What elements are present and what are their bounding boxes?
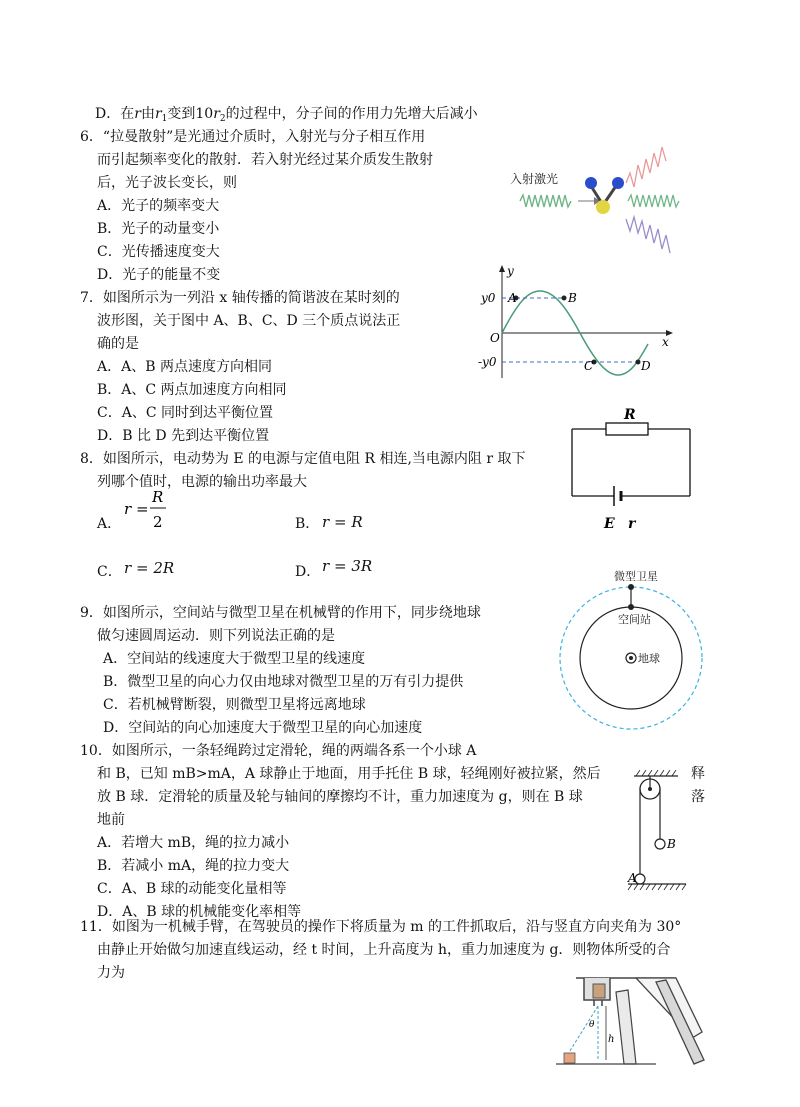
molecule-atom-right: [612, 177, 624, 189]
theta-label: θ: [589, 1020, 595, 1030]
q11-stem-line2: 由静止开始做匀加速直线运动，经 t 时间，上升高度为 h，重力加速度为 g．则物体所受的合: [97, 942, 671, 958]
q7-option-c: C．A、C 同时到达平衡位置: [97, 405, 273, 421]
q7-stem-line2: 波形图，关于图中 A、B、C、D 三个质点说法正: [97, 313, 401, 329]
q5-option-d: D．在r由$r_1$变到$10r_2$的过程中，分子间的作用力先增大后减小: [95, 106, 478, 124]
space-station-label: 空间站: [618, 614, 651, 626]
q9-option-c: C．若机械臂断裂，则微型卫星将远离地球: [103, 697, 366, 713]
label-b: B: [568, 291, 577, 305]
ball-a-label: A: [628, 871, 637, 885]
q8-stem-line2: 列哪个值时，电源的输出功率最大: [97, 474, 307, 490]
q6-stem-line1: 6．“拉曼散射”是光通过介质时，入射光与分子相互作用: [80, 129, 426, 145]
q8-option-d-label: D．: [295, 564, 321, 580]
q7-option-b: B．A、C 两点加速度方向相同: [97, 382, 287, 398]
workpiece-on-ground: [564, 1053, 575, 1063]
label-c: C: [584, 359, 594, 373]
q10-stem-line4: 地前: [97, 812, 125, 828]
q10-stem-line3: 放 B 球．定滑轮的质量及轮与轴间的摩擦均不计，重力加速度为 g，则在 B 球: [97, 789, 583, 805]
q7-stem-line1: 7．如图所示为一列沿 x 轴传播的简谐波在某时刻的: [80, 290, 400, 306]
q10-option-b: B．若减小 mA，绳的拉力变大: [97, 858, 290, 874]
q10-stem-line2-right: 释: [691, 766, 705, 782]
micro-satellite: [628, 584, 634, 590]
q6-option-c: C．光传播速度变大: [97, 244, 220, 260]
q6-stem-line3: 后，光子波长变长，则: [97, 175, 237, 191]
q8-option-a-label: A．: [97, 516, 122, 532]
robot-arm-figure: [556, 972, 718, 1068]
pulley-figure: [622, 770, 692, 895]
q6-stem-line2: 而引起频率变化的散射．若入射光经过某介质发生散射: [97, 152, 433, 168]
circuit-diagram: [566, 402, 696, 532]
y0-label: y0: [481, 291, 496, 305]
q10-option-c: C．A、B 球的动能变化量相等: [97, 881, 287, 897]
point-d: [636, 360, 641, 365]
raman-scattering-figure: [508, 143, 698, 258]
resistor: [606, 423, 648, 435]
incident-wave-green: [520, 195, 571, 207]
label-d: D: [641, 359, 651, 373]
space-station: [628, 604, 634, 610]
q8-option-a-formula: [124, 486, 184, 536]
q9-option-a: A．空间站的线速度大于微型卫星的线速度: [103, 651, 366, 667]
height-label: h: [608, 1034, 615, 1045]
q7-option-d: D．B 比 D 先到达平衡位置: [97, 428, 270, 444]
micro-satellite-label: 微型卫星: [614, 571, 658, 583]
x-axis-label: x: [662, 335, 669, 349]
q10-stem-line1: 10．如图所示，一条轻绳跨过定滑轮，绳的两端各系一个小球 A: [80, 743, 477, 759]
q11-stem-line3: 力为: [97, 965, 125, 981]
svg-text:R: R: [152, 488, 164, 506]
neg-y0-label: -y0: [478, 355, 497, 369]
q8-option-d-formula: r = 3R: [322, 557, 373, 575]
q8-option-c-formula: r = 2R: [124, 559, 175, 577]
q8-option-b-formula: r = R: [322, 513, 363, 531]
y-axis-label: y: [507, 264, 514, 278]
svg-text:r: r: [124, 500, 132, 518]
q8-option-c-label: C．: [97, 564, 122, 580]
q6-option-d: D．光子的能量不变: [97, 267, 221, 283]
emf-label: E: [604, 516, 615, 532]
svg-text:2: 2: [153, 513, 163, 531]
internal-resistance-label: r: [628, 516, 636, 532]
q9-option-b: B．微型卫星的向心力仅由地球对微型卫星的万有引力提供: [103, 674, 464, 690]
molecule-atom-left: [585, 177, 597, 189]
satellite-orbit-figure: [556, 567, 726, 742]
q6-option-b: B．光子的动量变小: [97, 221, 220, 237]
q9-option-d: D．空间站的向心加速度大于微型卫星的向心加速度: [103, 720, 423, 736]
q8-stem-line1: 8．如图所示，电动势为 E 的电源与定值电阻 R 相连,当电源内阻 r 取下: [80, 451, 526, 467]
arm-hydraulic-rod: [616, 990, 636, 1064]
motion-path: [568, 1006, 598, 1054]
resistor-label: R: [624, 407, 636, 423]
q10-option-a: A．若增大 mB，绳的拉力减小: [97, 835, 290, 851]
svg-text:=: =: [136, 500, 149, 518]
earth-label: 地球: [638, 653, 660, 665]
q10-stem-line2: 和 B，已知 mB>mA，A 球静止于地面，用手托住 B 球，轻绳刚好被拉紧，然后: [97, 766, 601, 782]
ball-b: [655, 839, 665, 849]
q11-stem-line1: 11．如图为一机械手臂，在驾驶员的操作下将质量为 m 的工件抓取后，沿与竖直方向夹角为 30°: [80, 919, 682, 935]
incident-laser-label: 入射激光: [510, 172, 559, 186]
label-a: A: [508, 291, 517, 305]
q7-stem-line3: 确的是: [97, 336, 139, 352]
origin-label: O: [490, 331, 500, 345]
scattered-wave-red: [626, 147, 666, 187]
q6-option-a: A．光子的频率变大: [97, 198, 220, 214]
q9-stem-line1: 9．如图所示，空间站与微型卫星在机械臂的作用下，同步绕地球: [80, 605, 481, 621]
ball-b-label: B: [667, 837, 676, 851]
molecule-atom-center: [596, 200, 610, 214]
scattered-wave-purple: [626, 217, 670, 253]
q10-option-d: D．A、B 球的机械能变化率相等: [97, 904, 302, 920]
q7-option-a: A．A、B 两点速度方向相同: [97, 359, 272, 375]
q9-stem-line2: 做匀速圆周运动．则下列说法正确的是: [97, 628, 335, 644]
q8-option-b-label: B．: [295, 516, 320, 532]
gripped-workpiece: [593, 984, 605, 998]
wave-graph: [478, 262, 678, 382]
q10-stem-line3-right: 落: [691, 789, 705, 805]
scattered-wave-green: [628, 195, 679, 207]
point-b: [562, 296, 567, 301]
